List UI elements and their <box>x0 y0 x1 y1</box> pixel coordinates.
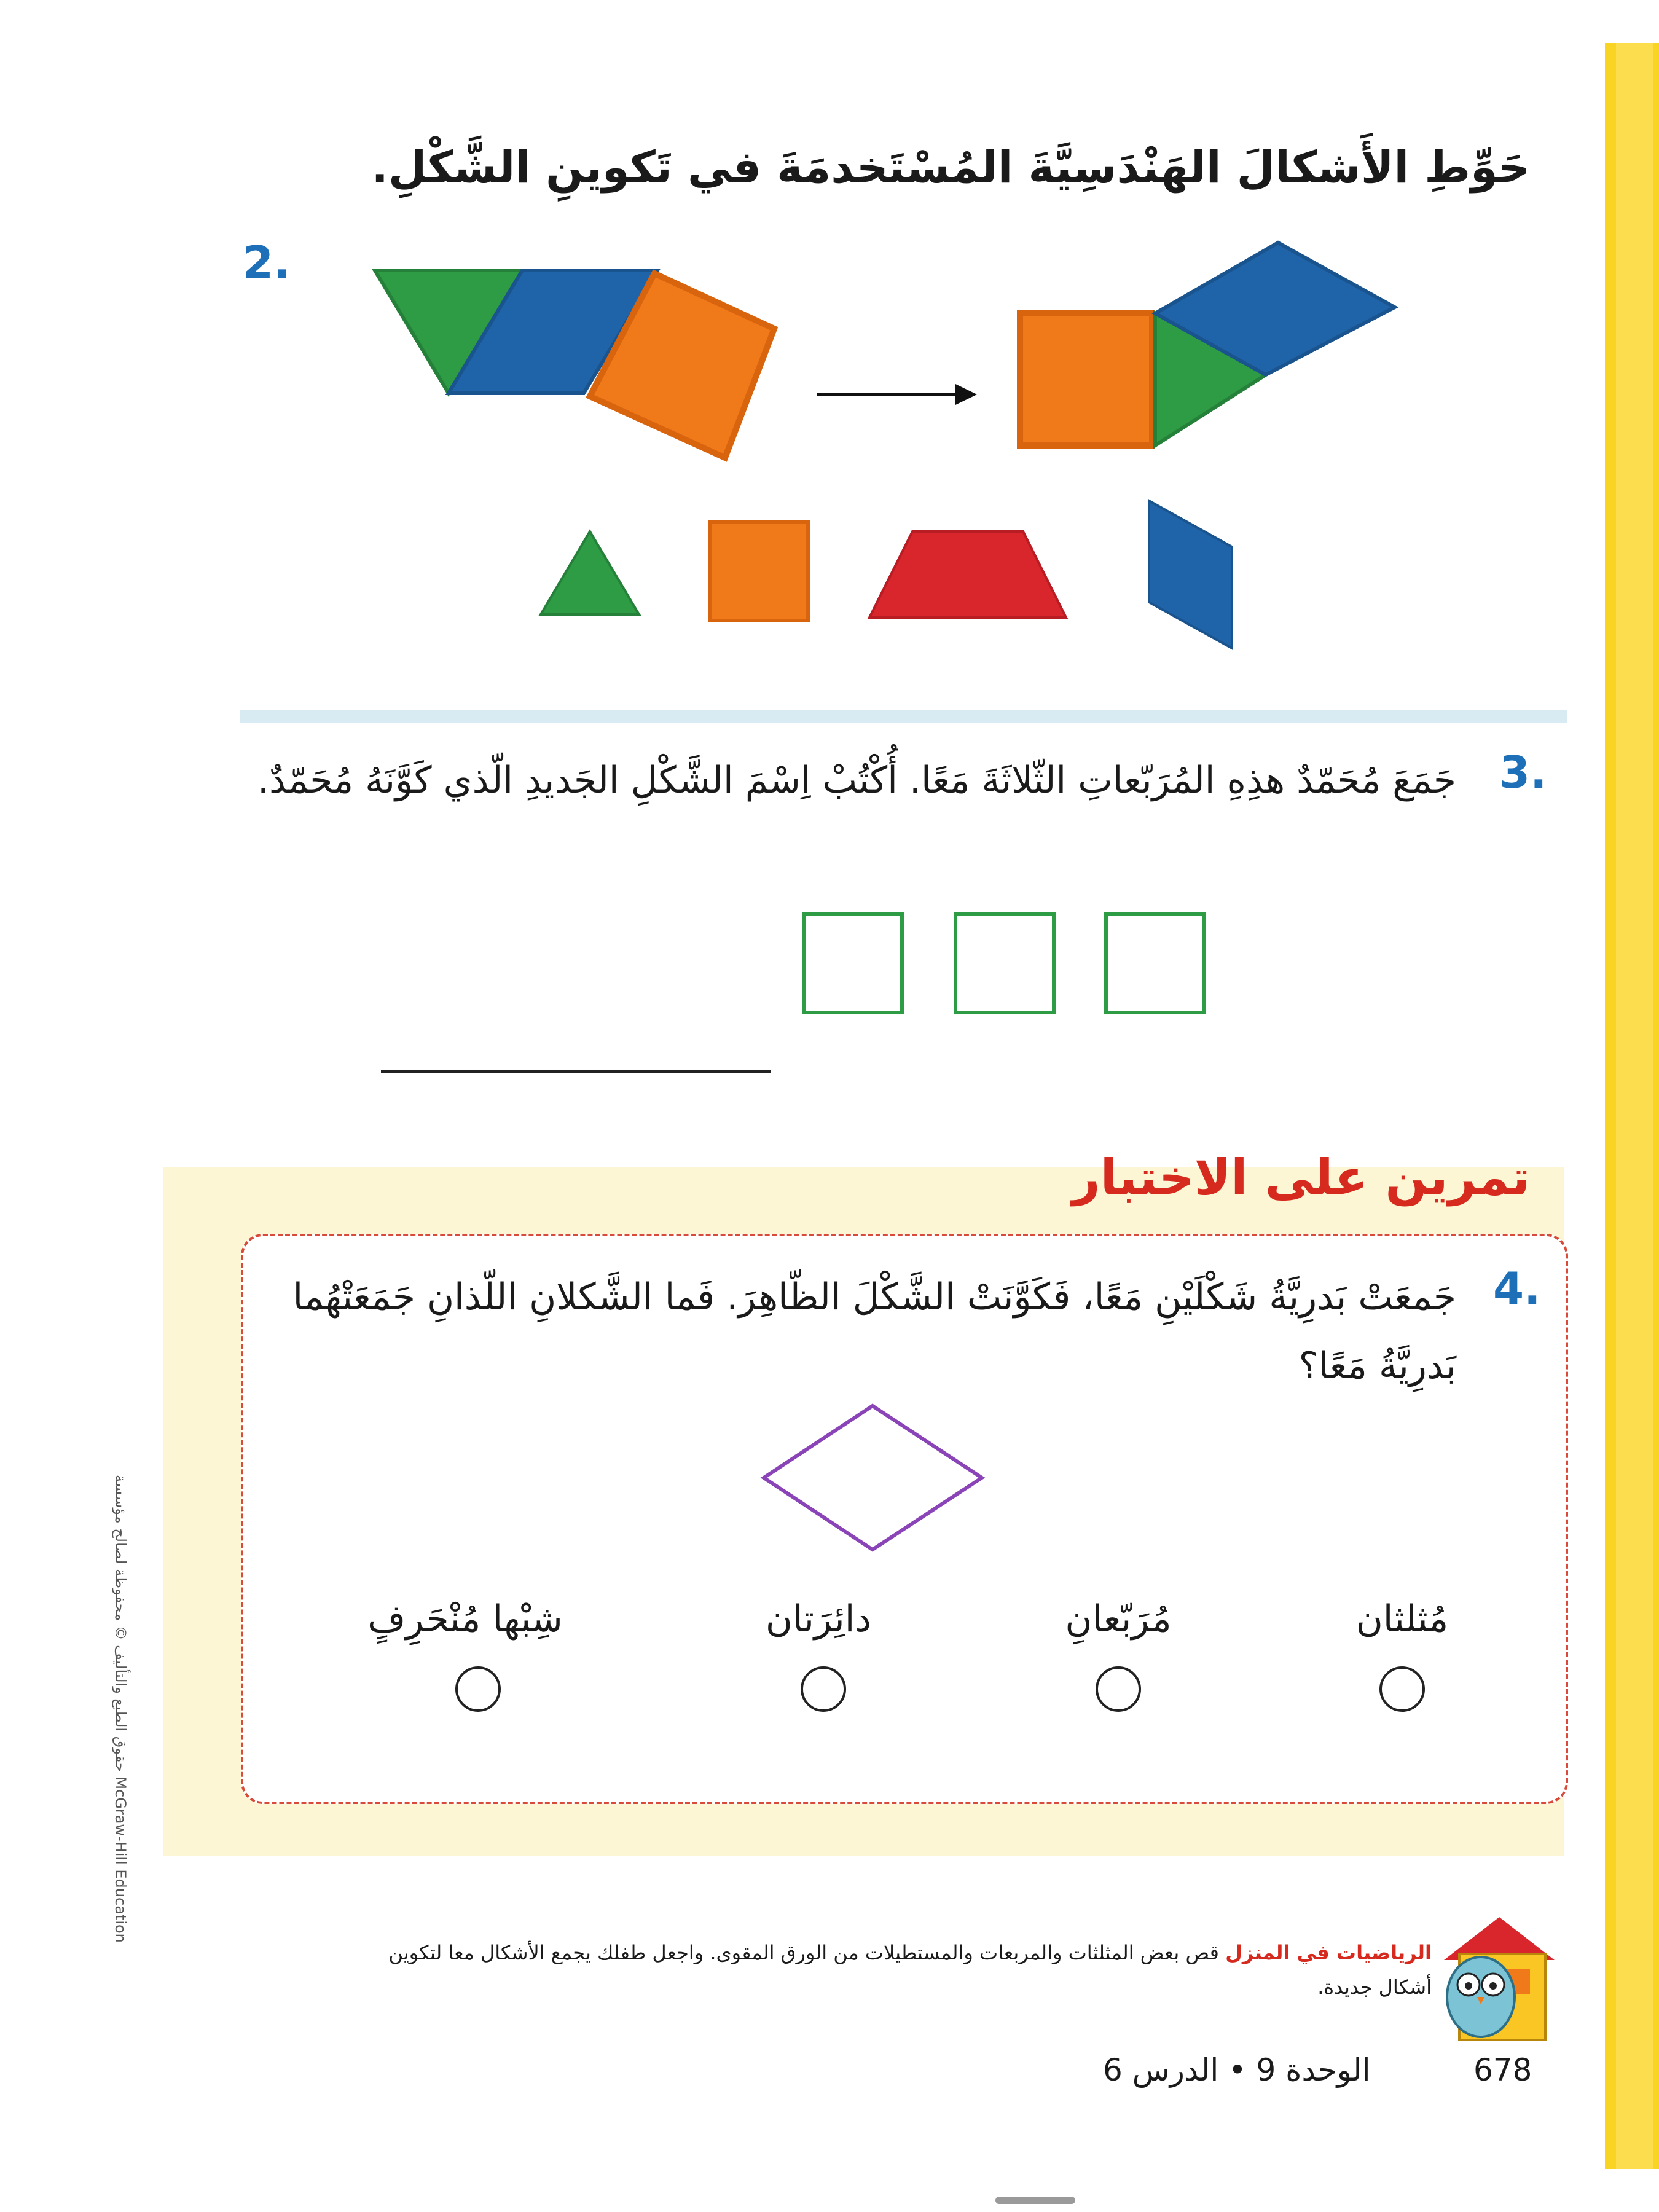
page-title: حَوِّطِ الأَشكالَ الهَنْدَسِيَّةَ المُسْتَخدمَةَ في تَكوينِ الشَّكْلِ. <box>371 141 1530 193</box>
option-radio-2[interactable] <box>1096 1666 1141 1712</box>
rhombus-figure <box>759 1401 989 1558</box>
copyright-notice: حقوق الطبع والتأليف © محفوظة لصالح مؤسسة McGraw-Hill Education <box>112 1475 129 1943</box>
owl-house-icon <box>1432 1911 1567 2046</box>
orange-square-piece-right <box>1020 313 1152 445</box>
unit-lesson-label: الوحدة 9 • الدرس 6 <box>1103 2052 1371 2088</box>
square-option[interactable] <box>710 522 808 621</box>
home-activity-body: قص بعض المثلثات والمربعات والمستطيلات من الورق المقوى. واجعل طفلك يجمع الأشكال معا لتكوين أشكال جديدة. <box>388 1941 1432 1999</box>
three-squares-figure <box>799 909 1217 1020</box>
rhombus-option[interactable] <box>1149 501 1232 648</box>
purple-rhombus-outline <box>764 1406 982 1550</box>
triangle-option[interactable] <box>541 531 639 614</box>
option-radio-3[interactable] <box>801 1666 846 1712</box>
option-radio-4[interactable] <box>455 1666 501 1712</box>
question-4-text: جَمعَتْ بَدرِيَّةُ شَكْلَيْنِ مَعًا، فَكَوَّنَتْ الشَّكْلَ الظّاهِرَ. فَما الشَّكلانِ اللّذانِ جَمَعَتْهُما بَدرِيَّةُ مَعًا؟ <box>292 1276 1456 1387</box>
arrow-icon <box>817 384 977 405</box>
question-3-number: 3. <box>1499 747 1547 798</box>
green-square-outline <box>955 914 1054 1013</box>
home-activity-text <box>387 1936 1432 2004</box>
question-2-figure <box>356 233 1413 664</box>
composite-shape-right <box>1020 243 1395 445</box>
section-divider <box>240 710 1567 723</box>
question-3-text: جَمَعَ مُحَمّدٌ هذِهِ المُرَبّعاتِ الثّلاثَةَ مَعًا. أُكْتُبْ اِسْمَ الشَّكْلِ الجَديدِ الّذي كَوَّنَهُ مُحَمّدٌ. <box>257 759 1456 802</box>
option-radio-1[interactable] <box>1379 1666 1425 1712</box>
option-label-3: دائِرَتان <box>765 1598 872 1641</box>
option-label-1: مُثلثان <box>1355 1598 1449 1641</box>
page-number: 678 <box>1473 2052 1532 2088</box>
green-square-outline <box>804 914 902 1013</box>
test-section-title: تمرين على الاختبار <box>1072 1149 1530 1206</box>
home-indicator-bar[interactable] <box>995 2197 1075 2204</box>
green-square-outline <box>1106 914 1204 1013</box>
question-4-number: 4. <box>1493 1263 1541 1314</box>
composite-shape-left <box>375 270 774 458</box>
trapezoid-option[interactable] <box>869 531 1066 618</box>
answer-line[interactable] <box>381 1070 771 1073</box>
option-label-4: شِبْها مُنْحَرِفٍ <box>367 1598 563 1641</box>
option-label-2: مُرَبّعانِ <box>1065 1598 1172 1641</box>
home-activity-heading: الرياضيات في المنزل <box>1225 1941 1432 1964</box>
question-2-number: 2. <box>243 237 291 288</box>
side-decoration-highlight <box>1616 43 1653 2169</box>
